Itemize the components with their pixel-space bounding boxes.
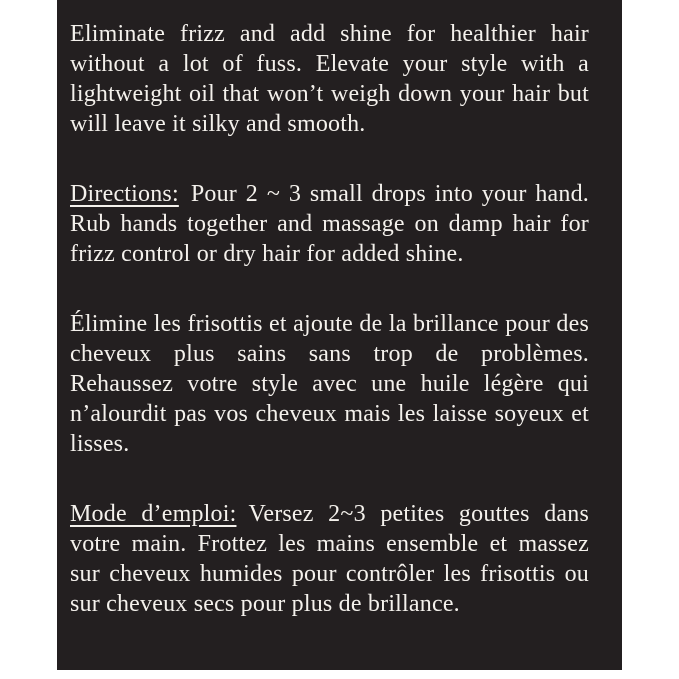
paragraph-directions [70,179,589,269]
mode-demploi-heading: Mode d’emploi: [70,501,237,527]
directions-text: Pour 2 ~ 3 small drops into your hand. Rub hands together and massage on damp hair for frizz control or dry hair for added shine. [70,181,589,267]
french-description-text: Élimine les frisottis et ajoute de la brillance pour des cheveux plus sains sans trop de problèmes. Rehaussez votre style avec une huile légère qui n’alourdit pas vos cheveux mais les laisse soyeux et lisses. [70,311,589,457]
english-description-text: Eliminate frizz and add shine for healthier hair without a lot of fuss. Elevate your style with a lightweight oil that won’t weigh down your hair but will leave it silky and smooth. [70,21,589,137]
paragraph-french-description [70,309,589,459]
paragraph-mode-demploi [70,499,589,619]
paragraph-english-description [70,19,589,139]
mode-demploi-text: Versez 2~3 petites gouttes dans votre main. Frottez les mains ensemble et massez sur cheveux humides pour contrôler les frisottis ou sur cheveux secs pour plus de brillance. [70,501,589,617]
product-label-panel [57,0,622,670]
directions-heading: Directions: [70,181,179,207]
